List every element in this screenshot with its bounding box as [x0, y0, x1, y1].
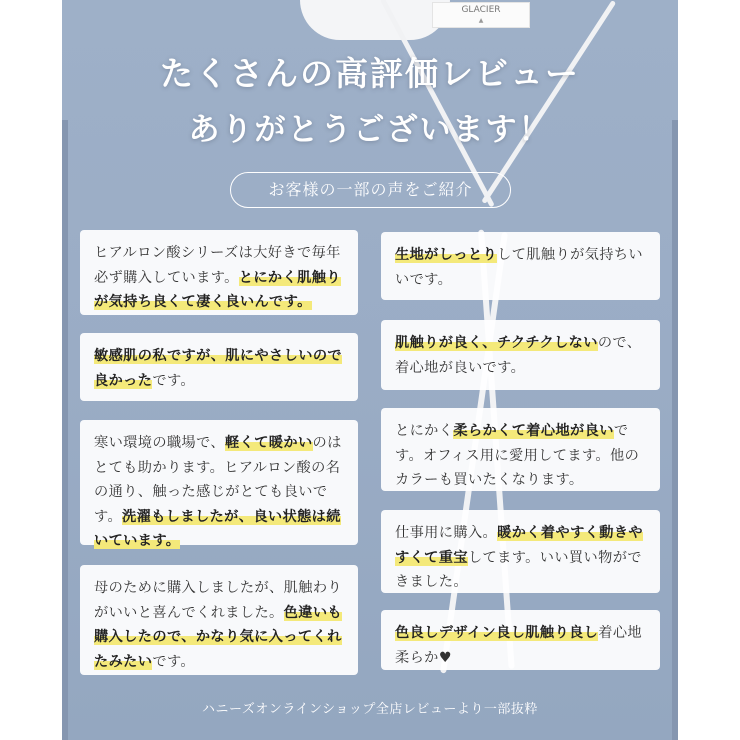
review-segment: ので、着心地が良いです。 [395, 335, 642, 376]
review-segment: ヒアルロン酸シリーズは大好きで毎年必ず購入しています。 [94, 245, 341, 286]
review-highlight: 暖かく着やすく動きやすくて重宝 [395, 525, 644, 566]
review-highlight: とにかく肌触りが気持ち良くて凄く良いんです。 [94, 269, 341, 310]
review-highlight: 柔らかくて着心地が良い [453, 423, 614, 439]
review-segment: です。 [152, 653, 195, 670]
review-card [381, 510, 660, 593]
review-text [395, 521, 648, 595]
review-text [94, 241, 346, 315]
review-highlight: 色違いも購入したので、かなり気に入ってくれたみたい [94, 604, 342, 670]
review-card [80, 565, 358, 675]
headline-line1: たくさんの高評価レビュー [160, 54, 580, 93]
collar [300, 0, 450, 40]
brand-tag [432, 2, 530, 28]
review-segment: とにかく [395, 423, 454, 439]
review-highlight: 敏感肌の私ですが、肌にやさしいので良かった [94, 348, 342, 389]
review-highlight: 洗濯もしましたが、良い状態は続いています。 [94, 508, 341, 549]
review-segment: 仕事用に購入。 [395, 525, 498, 541]
review-text [395, 243, 648, 292]
review-card [381, 320, 660, 390]
review-text [395, 419, 648, 493]
review-segment: です。 [152, 372, 195, 389]
left-sleeve-seam [62, 120, 68, 740]
review-segment: のはとても助かります。ヒアルロン酸の名の通り、触った感じがとても良いです。 [94, 435, 342, 525]
review-text [94, 431, 346, 554]
review-segment: 母のために購入しましたが、肌触わりがいいと喜んでくれました。 [94, 580, 342, 621]
review-text [395, 621, 648, 670]
review-segment: して肌触りが気持ちいいです。 [395, 247, 644, 288]
review-text [94, 344, 346, 393]
review-segment: です。オフィス用に愛用してます。他のカラーも買いたくなります。 [395, 423, 640, 488]
footer-note: ハニーズオンラインショップ全店レビューより一部抜粋 [202, 702, 538, 717]
review-segment: 寒い環境の職場で、 [94, 435, 226, 451]
review-text [94, 576, 346, 674]
brand-tag-name: GLACIER [461, 5, 501, 15]
right-sleeve-seam [672, 120, 678, 740]
section-pill-label: お客様の一部の声をご紹介 [230, 172, 511, 208]
review-card [381, 610, 660, 670]
review-highlight: 軽くて暖かい [225, 435, 313, 451]
review-segment: 着心地柔らか♥ [395, 625, 642, 666]
review-highlight: 色良しデザイン良し肌触り良し [395, 625, 599, 641]
brand-tag-mark: ▲ [478, 17, 484, 24]
review-card [80, 333, 358, 401]
review-card [381, 232, 660, 300]
review-segment: してます。いい買い物ができました。 [395, 549, 642, 590]
review-highlight: 肌触りが良く、チクチクしない [395, 335, 598, 351]
review-card [381, 408, 660, 491]
review-card [80, 420, 358, 549]
review-highlight: 生地がしっとり [395, 247, 498, 263]
headline-line2: ありがとうございます！ [188, 112, 552, 148]
review-card [80, 230, 358, 315]
review-text [395, 331, 648, 380]
